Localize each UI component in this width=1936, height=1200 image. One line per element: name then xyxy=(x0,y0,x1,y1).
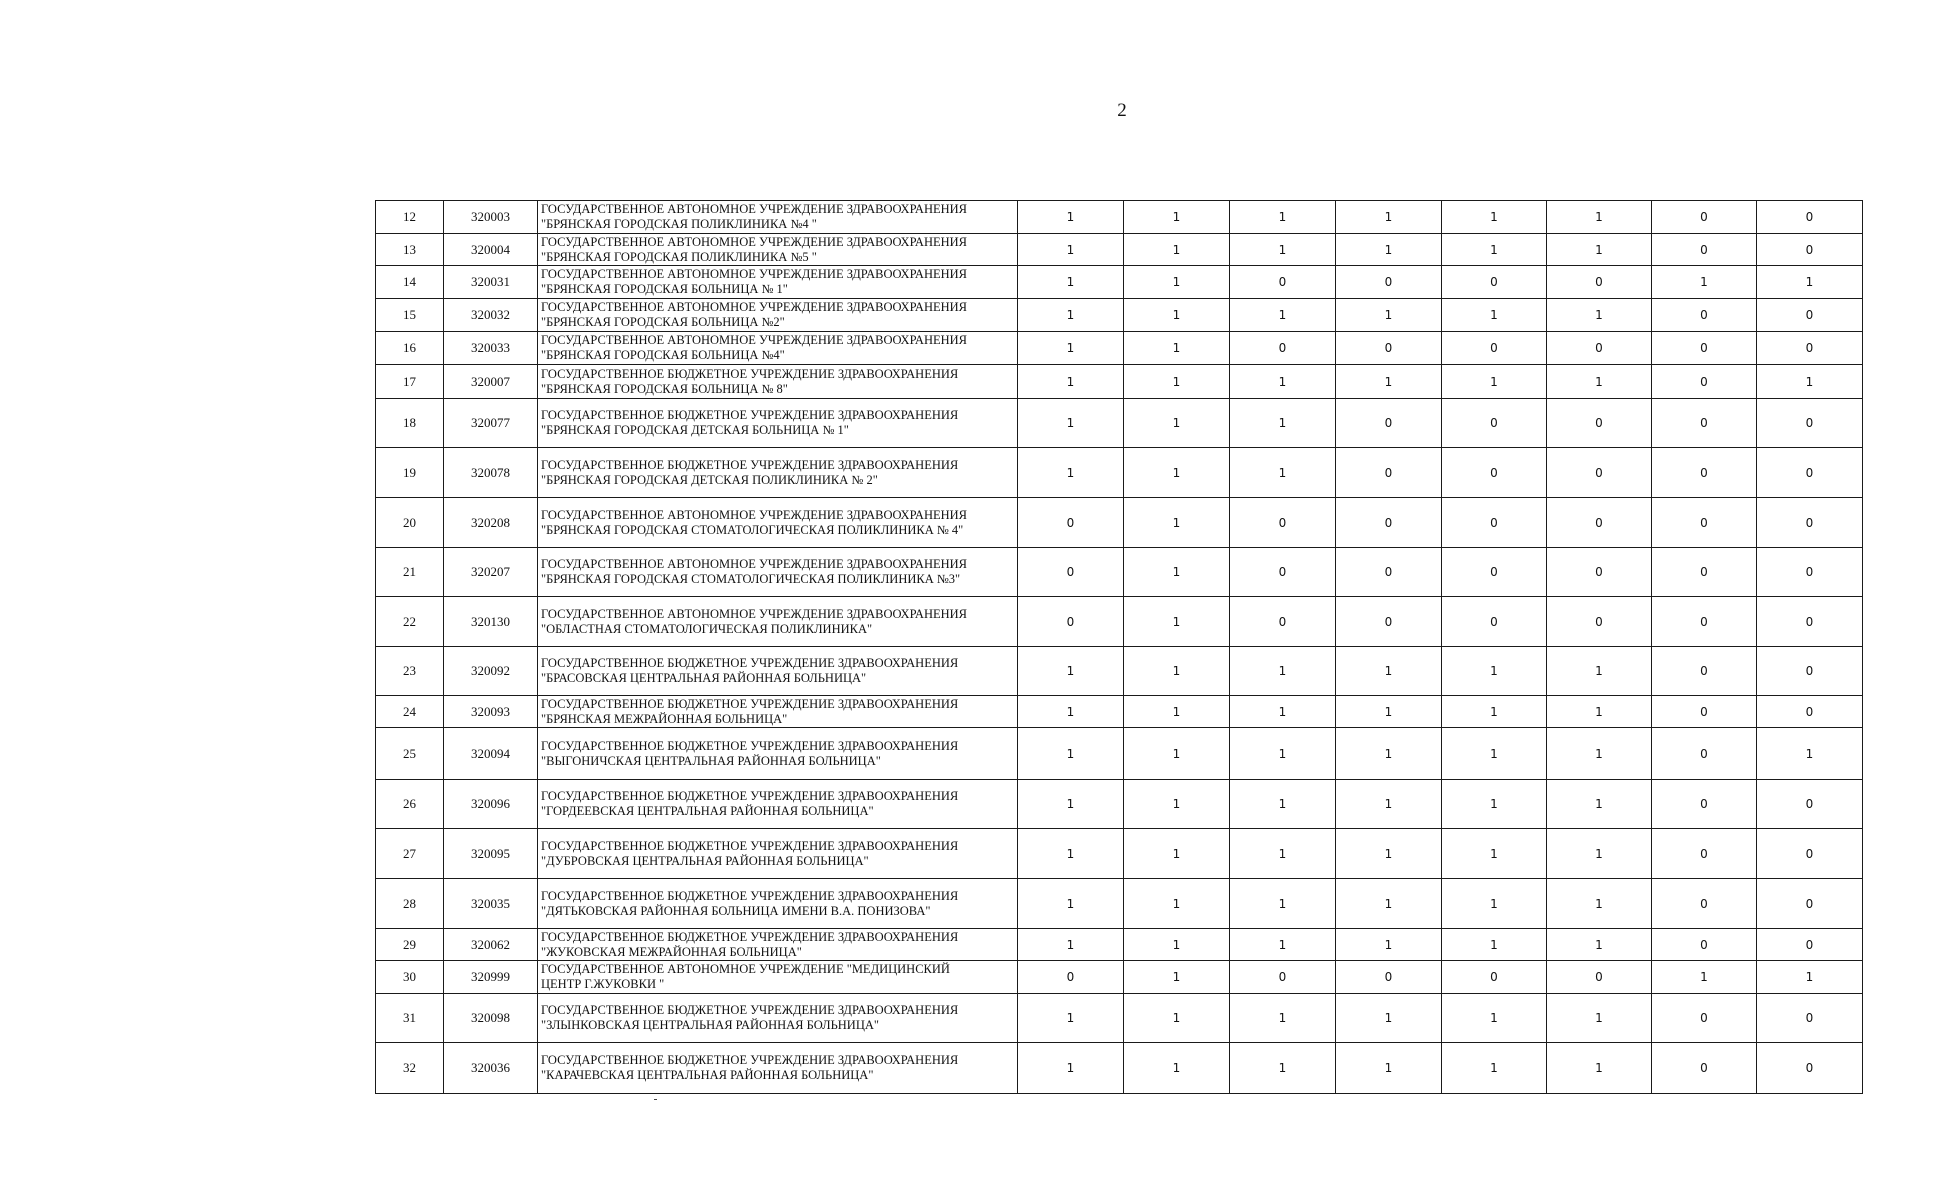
flag-cell: 0 xyxy=(1547,266,1652,299)
flag-cell: 0 xyxy=(1442,399,1547,448)
flag-cell: 0 xyxy=(1442,266,1547,299)
org-name-cell xyxy=(538,728,1018,780)
flag-cell: 1 xyxy=(1442,879,1547,929)
flag-cell: 1 xyxy=(1336,829,1442,879)
table-row xyxy=(376,961,1863,994)
org-name-line: ГОСУДАРСТВЕННОЕ БЮДЖЕТНОЕ УЧРЕЖДЕНИЕ ЗДРАВООХРАНЕНИЯ xyxy=(541,738,959,753)
org-name-line: ГОСУДАРСТВЕННОЕ АВТОНОМНОЕ УЧРЕЖДЕНИЕ ЗДРАВООХРАНЕНИЯ xyxy=(541,300,968,314)
org-code-cell: 320208 xyxy=(444,498,538,548)
table-row xyxy=(376,266,1863,299)
flag-cell: 1 xyxy=(1230,299,1336,332)
org-name-cell xyxy=(538,994,1018,1043)
org-name-cell xyxy=(538,548,1018,597)
flag-cell: 1 xyxy=(1124,201,1230,234)
org-name-line: ГОСУДАРСТВЕННОЕ БЮДЖЕТНОЕ УЧРЕЖДЕНИЕ ЗДРАВООХРАНЕНИЯ xyxy=(541,457,959,472)
flag-cell: 0 xyxy=(1652,299,1757,332)
org-name-line: "ВЫГОНИЧСКАЯ ЦЕНТРАЛЬНАЯ РАЙОННАЯ БОЛЬНИЦА" xyxy=(541,753,881,768)
row-number-cell: 17 xyxy=(376,365,444,399)
flag-cell: 0 xyxy=(1442,332,1547,365)
org-code-cell: 320031 xyxy=(444,266,538,299)
flag-cell: 0 xyxy=(1652,332,1757,365)
flag-cell: 1 xyxy=(1124,879,1230,929)
org-name-line: "ОБЛАСТНАЯ СТОМАТОЛОГИЧЕСКАЯ ПОЛИКЛИНИКА" xyxy=(541,621,873,636)
org-name-line: "ГОРДЕЕВСКАЯ ЦЕНТРАЛЬНАЯ РАЙОННАЯ БОЛЬНИЦА" xyxy=(541,804,874,818)
org-name-line: ГОСУДАРСТВЕННОЕ БЮДЖЕТНОЕ УЧРЕЖДЕНИЕ ЗДРАВООХРАНЕНИЯ xyxy=(541,696,959,711)
table-row xyxy=(376,879,1863,929)
org-name-line: ГОСУДАРСТВЕННОЕ БЮДЖЕТНОЕ УЧРЕЖДЕНИЕ ЗДРАВООХРАНЕНИЯ xyxy=(541,656,959,670)
org-name-line: "БРЯНСКАЯ ГОРОДСКАЯ ДЕТСКАЯ БОЛЬНИЦА № 1" xyxy=(541,423,849,437)
flag-cell: 0 xyxy=(1652,597,1757,647)
org-name-cell xyxy=(538,829,1018,879)
flag-cell: 0 xyxy=(1652,879,1757,929)
flag-cell: 0 xyxy=(1547,961,1652,994)
flag-cell: 0 xyxy=(1547,332,1652,365)
row-number-cell: 26 xyxy=(376,780,444,829)
flag-cell: 0 xyxy=(1547,498,1652,548)
flag-cell: 1 xyxy=(1124,994,1230,1043)
table-row xyxy=(376,728,1863,780)
org-name-cell xyxy=(538,597,1018,647)
org-name-line: "КАРАЧЕВСКАЯ ЦЕНТРАЛЬНАЯ РАЙОННАЯ БОЛЬНИЦА" xyxy=(541,1068,874,1082)
table-row xyxy=(376,234,1863,266)
flag-cell: 1 xyxy=(1230,696,1336,728)
flag-cell: 1 xyxy=(1652,266,1757,299)
flag-cell: 0 xyxy=(1757,299,1863,332)
registry-table xyxy=(375,200,1863,1094)
flag-cell: 1 xyxy=(1230,879,1336,929)
org-code-cell: 320007 xyxy=(444,365,538,399)
flag-cell: 1 xyxy=(1230,647,1336,696)
flag-cell: 0 xyxy=(1442,597,1547,647)
org-code-cell: 320003 xyxy=(444,201,538,234)
flag-cell: 1 xyxy=(1547,728,1652,780)
flag-cell: 1 xyxy=(1124,332,1230,365)
org-name-line: "БРЯНСКАЯ МЕЖРАЙОННАЯ БОЛЬНИЦА" xyxy=(541,711,788,726)
org-name-cell xyxy=(538,448,1018,498)
flag-cell: 0 xyxy=(1757,879,1863,929)
org-code-cell: 320032 xyxy=(444,299,538,332)
flag-cell: 1 xyxy=(1757,266,1863,299)
flag-cell: 0 xyxy=(1547,399,1652,448)
row-number-cell: 16 xyxy=(376,332,444,365)
flag-cell: 1 xyxy=(1336,647,1442,696)
flag-cell: 1 xyxy=(1124,548,1230,597)
flag-cell: 1 xyxy=(1124,728,1230,780)
org-code-cell: 320004 xyxy=(444,234,538,266)
table-row xyxy=(376,548,1863,597)
flag-cell: 1 xyxy=(1124,647,1230,696)
flag-cell: 1 xyxy=(1018,448,1124,498)
org-name-line: ГОСУДАРСТВЕННОЕ БЮДЖЕТНОЕ УЧРЕЖДЕНИЕ ЗДРАВООХРАНЕНИЯ xyxy=(541,789,959,803)
flag-cell: 1 xyxy=(1018,829,1124,879)
org-name-line: ГОСУДАРСТВЕННОЕ АВТОНОМНОЕ УЧРЕЖДЕНИЕ ЗДРАВООХРАНЕНИЯ xyxy=(541,507,968,522)
table-row xyxy=(376,201,1863,234)
org-name-cell xyxy=(538,696,1018,728)
org-name-cell xyxy=(538,266,1018,299)
flag-cell: 1 xyxy=(1124,696,1230,728)
org-name-cell xyxy=(538,498,1018,548)
org-code-cell: 320207 xyxy=(444,548,538,597)
flag-cell: 1 xyxy=(1442,780,1547,829)
org-name-line: "ЖУКОВСКАЯ МЕЖРАЙОННАЯ БОЛЬНИЦА" xyxy=(541,944,802,959)
flag-cell: 1 xyxy=(1124,929,1230,961)
org-name-line: ГОСУДАРСТВЕННОЕ БЮДЖЕТНОЕ УЧРЕЖДЕНИЕ ЗДРАВООХРАНЕНИЯ xyxy=(541,366,959,381)
flag-cell: 1 xyxy=(1442,696,1547,728)
flag-cell: 0 xyxy=(1757,234,1863,266)
flag-cell: 0 xyxy=(1757,1043,1863,1094)
flag-cell: 0 xyxy=(1230,597,1336,647)
org-code-cell: 320130 xyxy=(444,597,538,647)
org-name-line: ГОСУДАРСТВЕННОЕ АВТОНОМНОЕ УЧРЕЖДЕНИЕ ЗДРАВООХРАНЕНИЯ xyxy=(541,202,968,216)
table-row xyxy=(376,299,1863,332)
flag-cell: 1 xyxy=(1442,829,1547,879)
flag-cell: 0 xyxy=(1652,448,1757,498)
flag-cell: 1 xyxy=(1230,365,1336,399)
row-number-cell: 29 xyxy=(376,929,444,961)
flag-cell: 1 xyxy=(1018,647,1124,696)
org-name-line: "БРЯНСКАЯ ГОРОДСКАЯ СТОМАТОЛОГИЧЕСКАЯ ПОЛИКЛИНИКА № 4" xyxy=(541,522,964,537)
flag-cell: 1 xyxy=(1124,234,1230,266)
flag-cell: 0 xyxy=(1547,548,1652,597)
flag-cell: 1 xyxy=(1336,696,1442,728)
flag-cell: 1 xyxy=(1124,399,1230,448)
flag-cell: 1 xyxy=(1018,879,1124,929)
flag-cell: 1 xyxy=(1230,829,1336,879)
org-name-line: ГОСУДАРСТВЕННОЕ АВТОНОМНОЕ УЧРЕЖДЕНИЕ ЗДРАВООХРАНЕНИЯ xyxy=(541,606,968,621)
org-code-cell: 320062 xyxy=(444,929,538,961)
table-row xyxy=(376,332,1863,365)
flag-cell: 0 xyxy=(1336,548,1442,597)
org-name-line: "БРЯНСКАЯ ГОРОДСКАЯ БОЛЬНИЦА № 8" xyxy=(541,381,788,396)
flag-cell: 1 xyxy=(1442,299,1547,332)
flag-cell: 0 xyxy=(1757,647,1863,696)
org-name-line: "БРЯНСКАЯ ГОРОДСКАЯ БОЛЬНИЦА № 1" xyxy=(541,282,788,296)
flag-cell: 0 xyxy=(1230,498,1336,548)
flag-cell: 0 xyxy=(1757,780,1863,829)
flag-cell: 1 xyxy=(1442,365,1547,399)
table-row xyxy=(376,780,1863,829)
flag-cell: 0 xyxy=(1757,829,1863,879)
flag-cell: 1 xyxy=(1336,994,1442,1043)
org-name-line: "БРЯНСКАЯ ГОРОДСКАЯ БОЛЬНИЦА №2" xyxy=(541,315,785,329)
flag-cell: 1 xyxy=(1018,332,1124,365)
flag-cell: 1 xyxy=(1230,234,1336,266)
flag-cell: 0 xyxy=(1018,961,1124,994)
flag-cell: 0 xyxy=(1018,597,1124,647)
flag-cell: 1 xyxy=(1230,994,1336,1043)
scan-mark xyxy=(654,1099,657,1100)
org-name-line: ГОСУДАРСТВЕННОЕ БЮДЖЕТНОЕ УЧРЕЖДЕНИЕ ЗДРАВООХРАНЕНИЯ xyxy=(541,929,959,944)
flag-cell: 1 xyxy=(1230,929,1336,961)
row-number-cell: 25 xyxy=(376,728,444,780)
flag-cell: 0 xyxy=(1757,696,1863,728)
flag-cell: 1 xyxy=(1018,1043,1124,1094)
flag-cell: 0 xyxy=(1757,498,1863,548)
flag-cell: 0 xyxy=(1757,597,1863,647)
flag-cell: 1 xyxy=(1547,299,1652,332)
flag-cell: 0 xyxy=(1442,548,1547,597)
table-row xyxy=(376,597,1863,647)
flag-cell: 1 xyxy=(1230,728,1336,780)
flag-cell: 0 xyxy=(1230,961,1336,994)
flag-cell: 0 xyxy=(1230,548,1336,597)
row-number-cell: 19 xyxy=(376,448,444,498)
org-name-cell xyxy=(538,201,1018,234)
row-number-cell: 28 xyxy=(376,879,444,929)
flag-cell: 1 xyxy=(1124,1043,1230,1094)
flag-cell: 1 xyxy=(1124,266,1230,299)
flag-cell: 1 xyxy=(1230,780,1336,829)
org-name-cell xyxy=(538,399,1018,448)
org-name-line: ГОСУДАРСТВЕННОЕ АВТОНОМНОЕ УЧРЕЖДЕНИЕ ЗДРАВООХРАНЕНИЯ xyxy=(541,234,968,249)
flag-cell: 0 xyxy=(1652,780,1757,829)
flag-cell: 1 xyxy=(1547,201,1652,234)
flag-cell: 0 xyxy=(1652,647,1757,696)
org-code-cell: 320999 xyxy=(444,961,538,994)
flag-cell: 1 xyxy=(1442,1043,1547,1094)
flag-cell: 1 xyxy=(1124,961,1230,994)
flag-cell: 1 xyxy=(1757,728,1863,780)
table-row xyxy=(376,1043,1863,1094)
flag-cell: 1 xyxy=(1018,201,1124,234)
org-code-cell: 320095 xyxy=(444,829,538,879)
row-number-cell: 18 xyxy=(376,399,444,448)
flag-cell: 1 xyxy=(1442,929,1547,961)
org-code-cell: 320092 xyxy=(444,647,538,696)
row-number-cell: 22 xyxy=(376,597,444,647)
flag-cell: 1 xyxy=(1018,994,1124,1043)
table-row xyxy=(376,399,1863,448)
org-name-line: ГОСУДАРСТВЕННОЕ АВТОНОМНОЕ УЧРЕЖДЕНИЕ ЗДРАВООХРАНЕНИЯ xyxy=(541,267,968,281)
flag-cell: 1 xyxy=(1018,234,1124,266)
org-name-cell xyxy=(538,929,1018,961)
flag-cell: 0 xyxy=(1336,332,1442,365)
org-name-cell xyxy=(538,365,1018,399)
org-name-line: ГОСУДАРСТВЕННОЕ БЮДЖЕТНОЕ УЧРЕЖДЕНИЕ ЗДРАВООХРАНЕНИЯ xyxy=(541,838,959,853)
flag-cell: 0 xyxy=(1336,399,1442,448)
org-name-line: "ЗЛЫНКОВСКАЯ ЦЕНТРАЛЬНАЯ РАЙОННАЯ БОЛЬНИЦА" xyxy=(541,1018,879,1032)
flag-cell: 1 xyxy=(1230,448,1336,498)
org-name-cell xyxy=(538,780,1018,829)
org-code-cell: 320094 xyxy=(444,728,538,780)
flag-cell: 1 xyxy=(1336,1043,1442,1094)
flag-cell: 0 xyxy=(1757,332,1863,365)
row-number-cell: 23 xyxy=(376,647,444,696)
org-name-line: ГОСУДАРСТВЕННОЕ АВТОНОМНОЕ УЧРЕЖДЕНИЕ ЗДРАВООХРАНЕНИЯ xyxy=(541,333,968,347)
flag-cell: 1 xyxy=(1018,929,1124,961)
flag-cell: 1 xyxy=(1442,647,1547,696)
flag-cell: 0 xyxy=(1336,597,1442,647)
flag-cell: 1 xyxy=(1124,448,1230,498)
table-row xyxy=(376,829,1863,879)
flag-cell: 0 xyxy=(1652,829,1757,879)
row-number-cell: 21 xyxy=(376,548,444,597)
flag-cell: 1 xyxy=(1230,399,1336,448)
org-name-cell xyxy=(538,332,1018,365)
flag-cell: 0 xyxy=(1652,234,1757,266)
row-number-cell: 31 xyxy=(376,994,444,1043)
org-code-cell: 320078 xyxy=(444,448,538,498)
flag-cell: 1 xyxy=(1547,780,1652,829)
org-name-cell xyxy=(538,1043,1018,1094)
org-code-cell: 320077 xyxy=(444,399,538,448)
flag-cell: 1 xyxy=(1018,266,1124,299)
flag-cell: 1 xyxy=(1124,829,1230,879)
org-code-cell: 320093 xyxy=(444,696,538,728)
flag-cell: 0 xyxy=(1018,548,1124,597)
org-name-cell xyxy=(538,879,1018,929)
table-row xyxy=(376,929,1863,961)
flag-cell: 0 xyxy=(1442,498,1547,548)
flag-cell: 1 xyxy=(1018,728,1124,780)
flag-cell: 0 xyxy=(1652,929,1757,961)
flag-cell: 0 xyxy=(1652,994,1757,1043)
flag-cell: 1 xyxy=(1442,201,1547,234)
org-name-cell xyxy=(538,647,1018,696)
flag-cell: 1 xyxy=(1018,780,1124,829)
flag-cell: 0 xyxy=(1652,399,1757,448)
flag-cell: 1 xyxy=(1547,994,1652,1043)
row-number-cell: 27 xyxy=(376,829,444,879)
org-name-line: "БРЯНСКАЯ ГОРОДСКАЯ ПОЛИКЛИНИКА №4 " xyxy=(541,217,817,231)
flag-cell: 1 xyxy=(1757,365,1863,399)
flag-cell: 0 xyxy=(1652,728,1757,780)
table-row xyxy=(376,448,1863,498)
row-number-cell: 12 xyxy=(376,201,444,234)
flag-cell: 1 xyxy=(1124,597,1230,647)
table-row xyxy=(376,498,1863,548)
org-name-line: ГОСУДАРСТВЕННОЕ БЮДЖЕТНОЕ УЧРЕЖДЕНИЕ ЗДРАВООХРАНЕНИЯ xyxy=(541,408,959,422)
org-name-line: ГОСУДАРСТВЕННОЕ БЮДЖЕТНОЕ УЧРЕЖДЕНИЕ ЗДРАВООХРАНЕНИЯ xyxy=(541,888,959,903)
flag-cell: 0 xyxy=(1757,548,1863,597)
org-code-cell: 320036 xyxy=(444,1043,538,1094)
flag-cell: 0 xyxy=(1652,548,1757,597)
flag-cell: 0 xyxy=(1652,498,1757,548)
row-number-cell: 24 xyxy=(376,696,444,728)
flag-cell: 1 xyxy=(1230,201,1336,234)
org-code-cell: 320035 xyxy=(444,879,538,929)
row-number-cell: 14 xyxy=(376,266,444,299)
flag-cell: 1 xyxy=(1547,879,1652,929)
table-row xyxy=(376,365,1863,399)
flag-cell: 0 xyxy=(1652,696,1757,728)
table-row xyxy=(376,696,1863,728)
org-name-line: "ДУБРОВСКАЯ ЦЕНТРАЛЬНАЯ РАЙОННАЯ БОЛЬНИЦА" xyxy=(541,853,869,868)
org-name-line: ГОСУДАРСТВЕННОЕ АВТОНОМНОЕ УЧРЕЖДЕНИЕ ЗДРАВООХРАНЕНИЯ xyxy=(541,557,968,571)
org-code-cell: 320033 xyxy=(444,332,538,365)
flag-cell: 1 xyxy=(1442,994,1547,1043)
row-number-cell: 32 xyxy=(376,1043,444,1094)
flag-cell: 1 xyxy=(1124,780,1230,829)
flag-cell: 0 xyxy=(1757,399,1863,448)
flag-cell: 1 xyxy=(1547,829,1652,879)
flag-cell: 1 xyxy=(1336,728,1442,780)
flag-cell: 1 xyxy=(1547,929,1652,961)
row-number-cell: 15 xyxy=(376,299,444,332)
flag-cell: 0 xyxy=(1336,448,1442,498)
org-name-line: "БРЯНСКАЯ ГОРОДСКАЯ ПОЛИКЛИНИКА №5 " xyxy=(541,249,817,264)
org-name-line: "ДЯТЬКОВСКАЯ РАЙОННАЯ БОЛЬНИЦА ИМЕНИ В.А. ПОНИЗОВА" xyxy=(541,903,931,918)
org-name-line: "БРЯНСКАЯ ГОРОДСКАЯ ДЕТСКАЯ ПОЛИКЛИНИКА № 2" xyxy=(541,472,878,487)
flag-cell: 0 xyxy=(1547,597,1652,647)
flag-cell: 1 xyxy=(1336,365,1442,399)
row-number-cell: 13 xyxy=(376,234,444,266)
flag-cell: 0 xyxy=(1757,929,1863,961)
flag-cell: 0 xyxy=(1757,448,1863,498)
flag-cell: 0 xyxy=(1442,448,1547,498)
flag-cell: 0 xyxy=(1230,266,1336,299)
org-name-line: ГОСУДАРСТВЕННОЕ БЮДЖЕТНОЕ УЧРЕЖДЕНИЕ ЗДРАВООХРАНЕНИЯ xyxy=(541,1053,959,1067)
flag-cell: 1 xyxy=(1018,365,1124,399)
flag-cell: 1 xyxy=(1018,696,1124,728)
flag-cell: 1 xyxy=(1336,929,1442,961)
flag-cell: 1 xyxy=(1336,780,1442,829)
flag-cell: 0 xyxy=(1757,201,1863,234)
flag-cell: 0 xyxy=(1336,498,1442,548)
org-name-line: "БРЯНСКАЯ ГОРОДСКАЯ СТОМАТОЛОГИЧЕСКАЯ ПОЛИКЛИНИКА №3" xyxy=(541,572,961,586)
flag-cell: 1 xyxy=(1442,728,1547,780)
flag-cell: 0 xyxy=(1652,1043,1757,1094)
flag-cell: 1 xyxy=(1547,1043,1652,1094)
page-number: 2 xyxy=(1117,100,1127,121)
flag-cell: 1 xyxy=(1336,201,1442,234)
flag-cell: 0 xyxy=(1652,365,1757,399)
flag-cell: 0 xyxy=(1336,961,1442,994)
flag-cell: 1 xyxy=(1124,299,1230,332)
org-code-cell: 320098 xyxy=(444,994,538,1043)
flag-cell: 1 xyxy=(1442,234,1547,266)
flag-cell: 1 xyxy=(1547,696,1652,728)
flag-cell: 1 xyxy=(1547,647,1652,696)
flag-cell: 1 xyxy=(1018,399,1124,448)
org-name-cell xyxy=(538,961,1018,994)
flag-cell: 1 xyxy=(1018,299,1124,332)
flag-cell: 1 xyxy=(1124,365,1230,399)
flag-cell: 0 xyxy=(1336,266,1442,299)
flag-cell: 0 xyxy=(1757,994,1863,1043)
flag-cell: 1 xyxy=(1336,879,1442,929)
flag-cell: 0 xyxy=(1230,332,1336,365)
org-code-cell: 320096 xyxy=(444,780,538,829)
flag-cell: 1 xyxy=(1230,1043,1336,1094)
registry-table-body xyxy=(376,201,1863,1094)
table-row xyxy=(376,647,1863,696)
row-number-cell: 20 xyxy=(376,498,444,548)
org-name-line: ЦЕНТР Г.ЖУКОВКИ " xyxy=(541,977,665,991)
flag-cell: 1 xyxy=(1547,365,1652,399)
row-number-cell: 30 xyxy=(376,961,444,994)
flag-cell: 0 xyxy=(1442,961,1547,994)
flag-cell: 1 xyxy=(1336,299,1442,332)
flag-cell: 1 xyxy=(1124,498,1230,548)
flag-cell: 1 xyxy=(1757,961,1863,994)
org-name-line: ГОСУДАРСТВЕННОЕ БЮДЖЕТНОЕ УЧРЕЖДЕНИЕ ЗДРАВООХРАНЕНИЯ xyxy=(541,1003,959,1017)
org-name-line: ГОСУДАРСТВЕННОЕ АВТОНОМНОЕ УЧРЕЖДЕНИЕ "МЕДИЦИНСКИЙ xyxy=(541,962,950,976)
flag-cell: 0 xyxy=(1652,201,1757,234)
org-name-line: "БРЯНСКАЯ ГОРОДСКАЯ БОЛЬНИЦА №4" xyxy=(541,348,785,362)
flag-cell: 0 xyxy=(1547,448,1652,498)
table-row xyxy=(376,994,1863,1043)
flag-cell: 1 xyxy=(1336,234,1442,266)
org-name-line: "БРАСОВСКАЯ ЦЕНТРАЛЬНАЯ РАЙОННАЯ БОЛЬНИЦА" xyxy=(541,671,867,685)
flag-cell: 1 xyxy=(1652,961,1757,994)
flag-cell: 1 xyxy=(1547,234,1652,266)
org-name-cell xyxy=(538,234,1018,266)
org-name-cell xyxy=(538,299,1018,332)
flag-cell: 0 xyxy=(1018,498,1124,548)
